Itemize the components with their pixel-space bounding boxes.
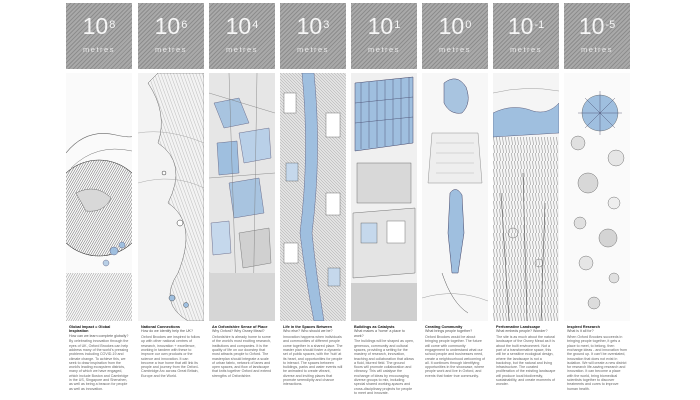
scale-label: $10^1$ [367,13,401,39]
unit-label: metres [439,45,471,54]
landscape-sketch [493,73,559,321]
caption-title: Creating Community [425,325,463,329]
scale-label: $10^{-5}$ [578,13,616,39]
globe-sketch [66,73,132,321]
panel-caption [141,325,201,395]
caption-body: When Oxford Brookes succeeds in bringing people together, it gets a place to meet, to belong, then exchange ideas - and innovation from the ground up. It can't be overstated, innovation that does not exist in isolation. We will create a new district for research life-saving research and innovation. It can become a place with the world, bring biomedical scientists together to discover treatments and cures to improve human health. [567,335,627,391]
caption-body: Oxfordshire is already home to some of the world's most exciting research, institutions and companies. It is the quality of life on our doorstep that most attracts people to Oxford. The masterplan should integrate a scale of urban fabric, network of lanes and open spaces, and flow of landscape that knits together Oxford and extend strengths of Oxfordshire. [212,335,272,378]
panel-caption [496,325,556,395]
panel-10e3 [280,3,346,397]
panel-caption [69,325,129,395]
caption-title: Inspired Research [567,325,600,329]
panel-10e-1 [493,3,559,397]
building-sketch [351,73,417,321]
caption-body: Oxford Brookes would be about bringing people together. The future will come with community engagement to understand what our school people and businesses need, create a neighbourhood welcoming of all. It continues through identifying opportunities in the showcase, where people work and live in Oxford, and events that foster true community. [425,335,485,378]
caption-body: The site is as much about the natural landscape of the Osney Mead as it is about the built environment. Not a part of a transformative space, this will be a sensitive ecological design, where the landscape is not a backdrop, but the natural and living infrastructure. The curated proliferation of the existing landscape will produce local biodiversity, sustainability, and create moments of wonder. [496,335,556,387]
caption-subtitle: How can we learn complete globally? [69,333,129,338]
unit-label: metres [155,45,187,54]
caption-body: Innovation happens when individuals and communities of different people come together in a shared place. The master plan should foster a dynamic set of public spaces, with the 'hub' at its heart, and opportunities for people to interact. The spaces between buildings, parks and water events will be animated to create vibrant, diverse and inviting places that promote serendipity and chance interactions. [283,335,343,387]
caption-subtitle: What makes a 'home' a place to work? [354,329,405,338]
unit-label: metres [226,45,258,54]
panel-header [422,3,488,69]
scale-poster [66,0,635,400]
panel-header [66,3,132,69]
caption-title: Life in the Spaces Between [283,325,332,329]
map-sketch [138,73,204,321]
scale-label: $10^4$ [225,13,259,39]
panel-header [351,3,417,69]
caption-title: Buildings as Catalysts [354,325,395,329]
caption-body: The buildings will be shaped as open, generous, community and cultural spaces, providing a setting for the mastery of research, innovation, teaching and collaboration that allows a fluid, blurred field. The ground floors will promote collaboration and vibrancy. This will catalyse the exchange of ideas by encouraging diverse groups to mix, including special shared working-spaces and cross-disciplinary projects for people to meet and innovate. [354,339,414,395]
unit-label: metres [510,45,542,54]
caption-subtitle: What embeds people? Wonder? [496,329,548,334]
cell-sketch [564,73,630,321]
caption-title: National Connections [141,325,181,329]
unit-label: metres [83,45,115,54]
panel-header [564,3,630,69]
panel-caption [567,325,627,395]
caption-subtitle: How do we identify help the UK? [141,329,193,334]
caption-body: By celebrating innovation through the eyes of UK, Oxford Brookes can help address many of the world's pressing problems including COVID-19 and climate change. To achieve this, we seek to draw inspiration from the world's leading ecosystem districts, many of which we have engaged, which include Boston and Cambridge in the US, Singapore and Shenzhen, as well as being a beacon for people as well as innovation. [69,339,129,391]
panel-10e0 [422,3,488,397]
scale-label: $10^6$ [154,13,188,39]
aerial-sketch [209,73,275,321]
caption-subtitle: What brings people together? [425,329,473,334]
caption-subtitle: Who else? Who should we be? [283,329,333,334]
caption-body: Oxford Brookes are inspired to follow up with other national centres of research, innovation + excellence, working in tandem with these to improve our own products or the science and innovation. It can become a true home that will link its people and journey from the Oxford-Cambridge Arc across Great Britain, Europe and the World. [141,335,200,378]
scale-label: $10^3$ [296,13,330,39]
panel-header [280,3,346,69]
panel-caption [425,325,485,395]
panel-header [138,3,204,69]
caption-subtitle: Why Oxford? Why Osney Mead? [212,329,265,334]
caption-title: Performative Landscape [496,325,541,329]
panel-10e6 [138,3,204,397]
street-sketch [280,73,346,321]
scale-label: $10^{-1}$ [507,13,545,39]
scale-label: $10^0$ [438,13,472,39]
scale-label: $10^8$ [82,13,116,39]
panel-header [493,3,559,69]
caption-title: Global Impact = Global Inspiration [69,325,111,334]
caption-title: An Oxfordshire Sense of Place [212,325,268,329]
panel-10e8 [66,3,132,397]
panel-header [209,3,275,69]
panel-10e4 [209,3,275,397]
unit-label: metres [297,45,329,54]
panel-caption [283,325,343,395]
people-sketch [422,73,488,321]
caption-subtitle: What is it all for? [567,329,594,334]
panel-caption [212,325,272,395]
unit-label: metres [581,45,613,54]
panel-10e-5 [564,3,630,397]
panel-caption [354,325,414,395]
unit-label: metres [368,45,400,54]
panel-10e1 [351,3,417,397]
